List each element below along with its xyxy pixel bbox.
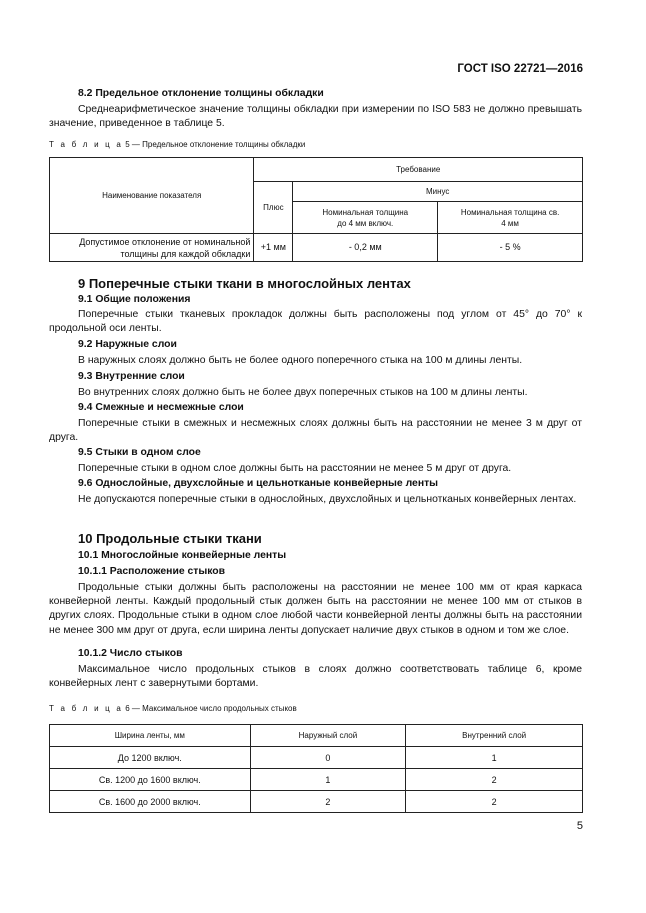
table-row (50, 791, 583, 813)
section-9-3-text: Во внутренних слоях должно быть не более двух поперечных стыков на 100 м длины ленты. (78, 387, 528, 398)
page-number: 5 (576, 820, 583, 832)
table-5-header-name: Наименование показателя (50, 158, 254, 234)
section-9-2-title: 9.2 Наружные слои (78, 339, 177, 350)
section-9-4-text: Поперечные стыки в смежных и несмежных слоях должны быть на расстоянии не менее 3 м друг от друга. (49, 418, 582, 444)
document-number: ГОСТ ISO 22721—2016 (457, 63, 583, 75)
table-6 (49, 724, 583, 813)
table-5-header-nominal-2: Номинальная толщина св. 4 мм (438, 202, 583, 234)
section-10-1-1-title: 10.1.1 Расположение стыков (78, 566, 226, 577)
table-row (50, 769, 583, 791)
section-9-1-title: 9.1 Общие положения (78, 294, 191, 305)
table-6-cell-inner: 1 (406, 747, 583, 769)
section-9-5-text: Поперечные стыки в одном слое должны быть на расстоянии не менее 5 м друг от друга. (78, 463, 512, 474)
table-5-row-minus-2: - 5 % (438, 234, 583, 262)
table-5-row-name: Допустимое отклонение от номинальной толщины для каждой обкладки (50, 234, 254, 262)
table-6-cell-outer: 0 (250, 747, 406, 769)
section-9-title: 9 Поперечные стыки ткани в многослойных лентах (78, 276, 411, 291)
table-6-cell-inner: 2 (406, 791, 583, 813)
table-5-row-plus: +1 мм (254, 234, 293, 262)
table-row (50, 747, 583, 769)
table-6-header-outer: Наружный слой (250, 725, 406, 747)
section-10-1-title: 10.1 Многослойные конвейерные ленты (78, 550, 287, 561)
table-6-cell-outer: 2 (250, 791, 406, 813)
table-6-cell-width: Св. 1600 до 2000 включ. (50, 791, 251, 813)
table-6-cell-width: До 1200 включ. (50, 747, 251, 769)
section-9-4-title: 9.4 Смежные и несмежные слои (78, 402, 244, 413)
table-6-header-width: Ширина ленты, мм (50, 725, 251, 747)
table-6-caption (49, 704, 297, 713)
section-10-1-2-text: Максимальное число продольных стыков в слоях должно соответствовать таблице 6, кроме конвейерных лент с завернутыми бортами. (49, 664, 582, 690)
table-5-header-requirement: Требование (254, 158, 583, 182)
section-10-title: 10 Продольные стыки ткани (78, 531, 262, 546)
section-9-6-title: 9.6 Однослойные, двухслойные и цельнотканые конвейерные ленты (78, 478, 439, 489)
table-5-caption-prefix: Т а б л и ц а (49, 140, 124, 149)
table-6-caption-prefix: Т а б л и ц а (49, 704, 124, 713)
section-9-2-text: В наружных слоях должно быть не более одного поперечного стыка на 100 м длины ленты. (78, 355, 523, 366)
section-8-2-title: 8.2 Предельное отклонение толщины обкладки (78, 88, 324, 99)
table-5-header-plus: Плюс (254, 182, 293, 234)
section-10-1-1-text: Продольные стыки должны быть расположены на расстоянии не менее 100 мм от края каркаса конвейерной ленты. Каждый продольный стык должен быть на расстоянии не менее 100 мм от стыков в других слоях. Продольные стыки в одном слое любой части конвейерной ленты должны быть на расстоянии не менее 300 мм друг от друга, если ширина ленты допускает наличие двух стыков в одном и том же слое. (49, 582, 582, 636)
table-5-caption-text: 5 — Предельное отклонение толщины обкладки (123, 140, 306, 149)
table-6-cell-outer: 1 (250, 769, 406, 791)
table-5-row-minus-1: - 0,2 мм (293, 234, 438, 262)
section-9-3-title: 9.3 Внутренние слои (78, 371, 185, 382)
table-6-cell-inner: 2 (406, 769, 583, 791)
section-9-1-text: Поперечные стыки тканевых прокладок должны быть расположены под углом от 45° до 70° к продольной оси ленты. (49, 309, 582, 335)
table-5-caption (49, 140, 305, 149)
section-10-1-2-title: 10.1.2 Число стыков (78, 648, 183, 659)
section-9-5-title: 9.5 Стыки в одном слое (78, 447, 201, 458)
section-9-6-text: Не допускаются поперечные стыки в однослойных, двухслойных и цельнотканых конвейерных лентах. (78, 494, 577, 505)
table-6-cell-width: Св. 1200 до 1600 включ. (50, 769, 251, 791)
table-6-caption-text: 6 — Максимальное число продольных стыков (123, 704, 297, 713)
table-6-header-inner: Внутренний слой (406, 725, 583, 747)
table-5-header-minus: Минус (293, 182, 583, 202)
table-5 (49, 157, 583, 262)
table-5-header-nominal-1: Номинальная толщина до 4 мм включ. (293, 202, 438, 234)
section-8-2-text: Среднеарифметическое значение толщины обкладки при измерении по ISO 583 не должно превышать значение, приведенное в таблице 5. (49, 104, 582, 130)
